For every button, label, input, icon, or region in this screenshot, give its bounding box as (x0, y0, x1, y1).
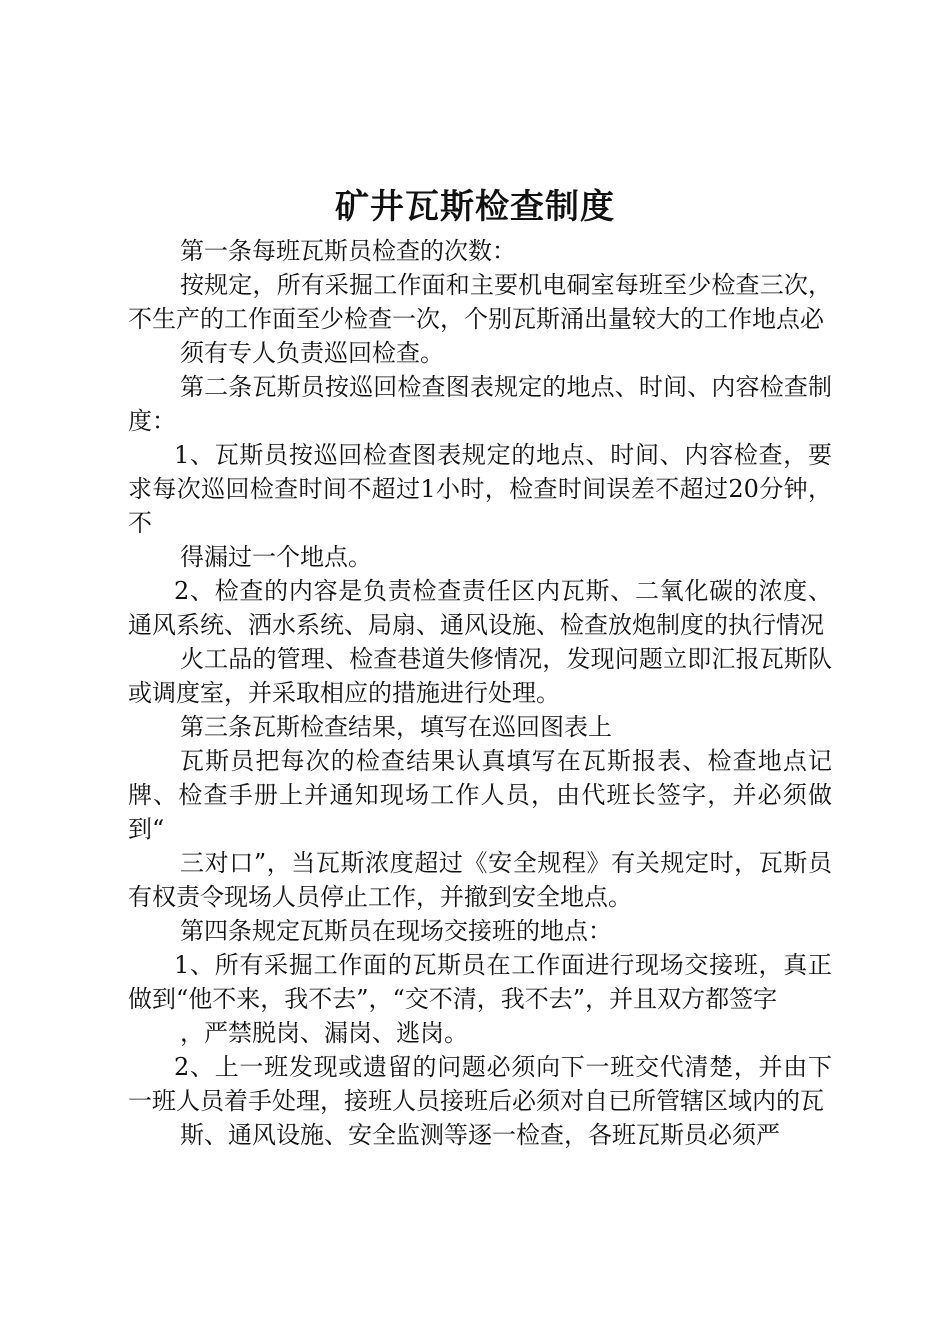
paragraph: 斯、通风设施、安全监测等逐一检查，各班瓦斯员必须严 (180, 1121, 780, 1149)
paragraph-article-4-heading: 第四条规定瓦斯员在现场交接班的地点： (180, 917, 612, 945)
paragraph: 得漏过一个地点。 (180, 543, 372, 571)
paragraph: 三对口”，当瓦斯浓度超过《安全规程》有关规定时，瓦斯员有权责令现场人员停止工作，并撤到安全地点。 (128, 849, 832, 911)
paragraph: ，严禁脱岗、漏岗、逃岗。 (180, 1019, 468, 1047)
paragraph: 2、上一班发现或遗留的问题必须向下一班交代清楚，并由下一班人员着手处理，接班人员接班后必须对自已所管辖区域内的瓦 (128, 1053, 832, 1115)
paragraph: 按规定，所有采掘工作面和主要机电硐室每班至少检查三次，不生产的工作面至少检查一次，个别瓦斯涌出量较大的工作地点必 (128, 271, 832, 333)
document-body (128, 234, 832, 1152)
paragraph: 1、所有采掘工作面的瓦斯员在工作面进行现场交接班，真正做到“他不来，我不去”，“交不清，我不去”，并且双方都签字 (128, 951, 832, 1013)
paragraph: 瓦斯员把每次的检查结果认真填写在瓦斯报表、检查地点记牌、检查手册上并通知现场工作人员，由代班长签字，并必须做到“ (128, 747, 832, 843)
paragraph: 火工品的管理、检查巷道失修情况，发现问题立即汇报瓦斯队或调度室，并采取相应的措施进行处理。 (128, 645, 832, 707)
paragraph: 须有专人负责巡回检查。 (180, 339, 444, 367)
paragraph: 1、瓦斯员按巡回检查图表规定的地点、时间、内容检查，要求每次巡回检查时间不超过1小时，检查时间误差不超过20分钟，不 (128, 441, 832, 537)
paragraph-article-2-heading: 第二条瓦斯员按巡回检查图表规定的地点、时间、内容检查制度： (128, 373, 832, 435)
paragraph-article-3-heading: 第三条瓦斯检查结果，填写在巡回图表上 (180, 713, 612, 741)
paragraph-article-1-heading: 第一条每班瓦斯员检查的次数： (180, 237, 516, 265)
paragraph: 2、检查的内容是负责检查责任区内瓦斯、二氧化碳的浓度、通风系统、洒水系统、局扇、通风设施、检查放炮制度的执行情况 (128, 577, 832, 639)
document-title: 矿井瓦斯检查制度 (335, 187, 615, 227)
